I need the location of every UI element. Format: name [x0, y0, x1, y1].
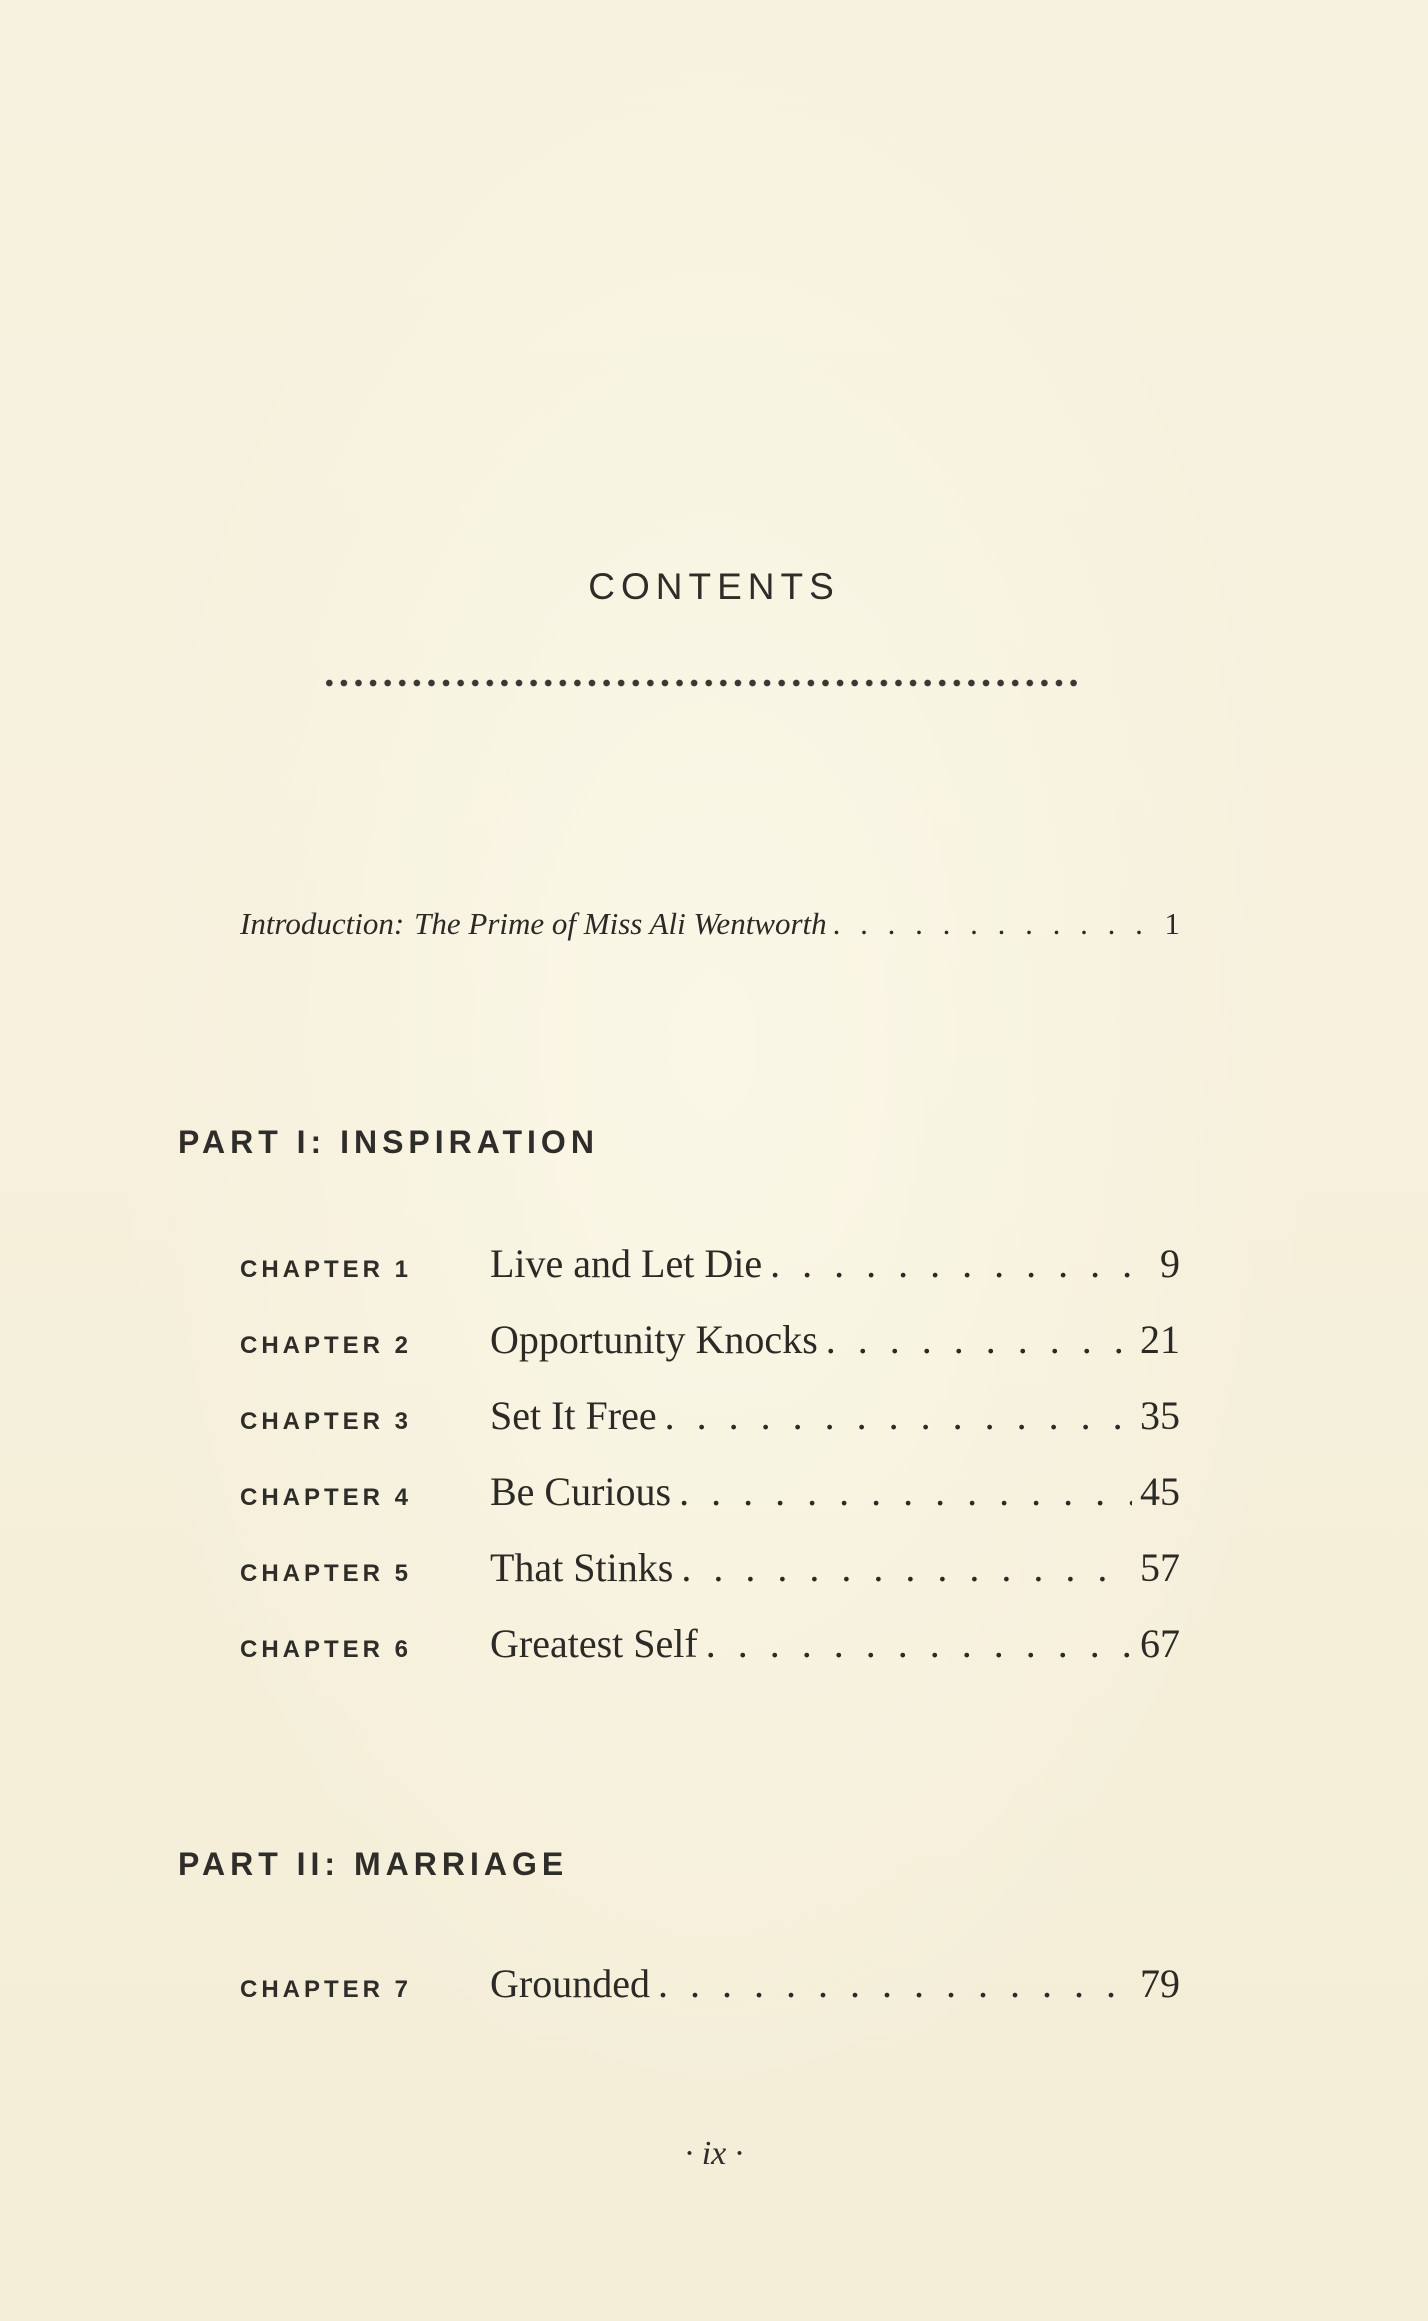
- chapter-label: CHAPTER 4: [240, 1484, 413, 1511]
- chapter-label: CHAPTER 7: [240, 1976, 413, 2003]
- chapter-label: CHAPTER 3: [240, 1408, 413, 1435]
- dot-leader: [679, 1468, 1132, 1515]
- chapter-label: CHAPTER 2: [240, 1332, 413, 1359]
- dot-leader: [665, 1392, 1132, 1439]
- chapter-title: Set It Free: [490, 1393, 657, 1438]
- chapter-page: 45: [1140, 1469, 1180, 1514]
- toc-entry: [240, 1316, 1180, 1376]
- chapter-title: Greatest Self: [490, 1621, 698, 1666]
- toc-entry: [240, 1960, 1180, 2020]
- dot-leader: [706, 1620, 1132, 1667]
- chapter-title: Grounded: [490, 1961, 650, 2006]
- part-heading: PART I: INSPIRATION: [178, 1124, 599, 1160]
- chapter-page: 79: [1140, 1961, 1180, 2006]
- toc-entry: [240, 1392, 1180, 1452]
- toc-entry: [240, 1620, 1180, 1680]
- toc-entry: [240, 1544, 1180, 1604]
- chapter-label: CHAPTER 5: [240, 1560, 413, 1587]
- page-number: · ix ·: [684, 2135, 744, 2172]
- dot-leader: [826, 1316, 1132, 1363]
- introduction-title: The Prime of Miss Ali Wentworth: [414, 906, 827, 941]
- introduction-label: Introduction:: [240, 906, 405, 941]
- chapter-title: Live and Let Die: [490, 1241, 763, 1286]
- chapter-title: Opportunity Knocks: [490, 1317, 818, 1362]
- chapter-page: 67: [1140, 1621, 1180, 1666]
- dot-leader: [770, 1240, 1152, 1287]
- chapter-label: CHAPTER 1: [240, 1256, 413, 1283]
- toc-entry: [240, 1468, 1180, 1528]
- dot-leader: [833, 906, 1159, 942]
- contents-heading: CONTENTS: [588, 566, 840, 607]
- dot-leader: [658, 1960, 1132, 2007]
- chapter-title: That Stinks: [490, 1545, 674, 1590]
- dotted-rule: [322, 678, 1084, 688]
- toc-entry: [240, 1240, 1180, 1300]
- chapter-title: Be Curious: [490, 1469, 672, 1514]
- dot-leader: [681, 1544, 1132, 1591]
- part-heading: PART II: MARRIAGE: [178, 1846, 569, 1882]
- chapter-label: CHAPTER 6: [240, 1636, 413, 1663]
- chapter-page: 21: [1140, 1317, 1180, 1362]
- chapter-page: 35: [1140, 1393, 1180, 1438]
- chapter-page: 9: [1160, 1241, 1180, 1286]
- introduction-page: 1: [1164, 906, 1180, 941]
- introduction-entry: [240, 906, 1180, 942]
- chapter-page: 57: [1140, 1545, 1180, 1590]
